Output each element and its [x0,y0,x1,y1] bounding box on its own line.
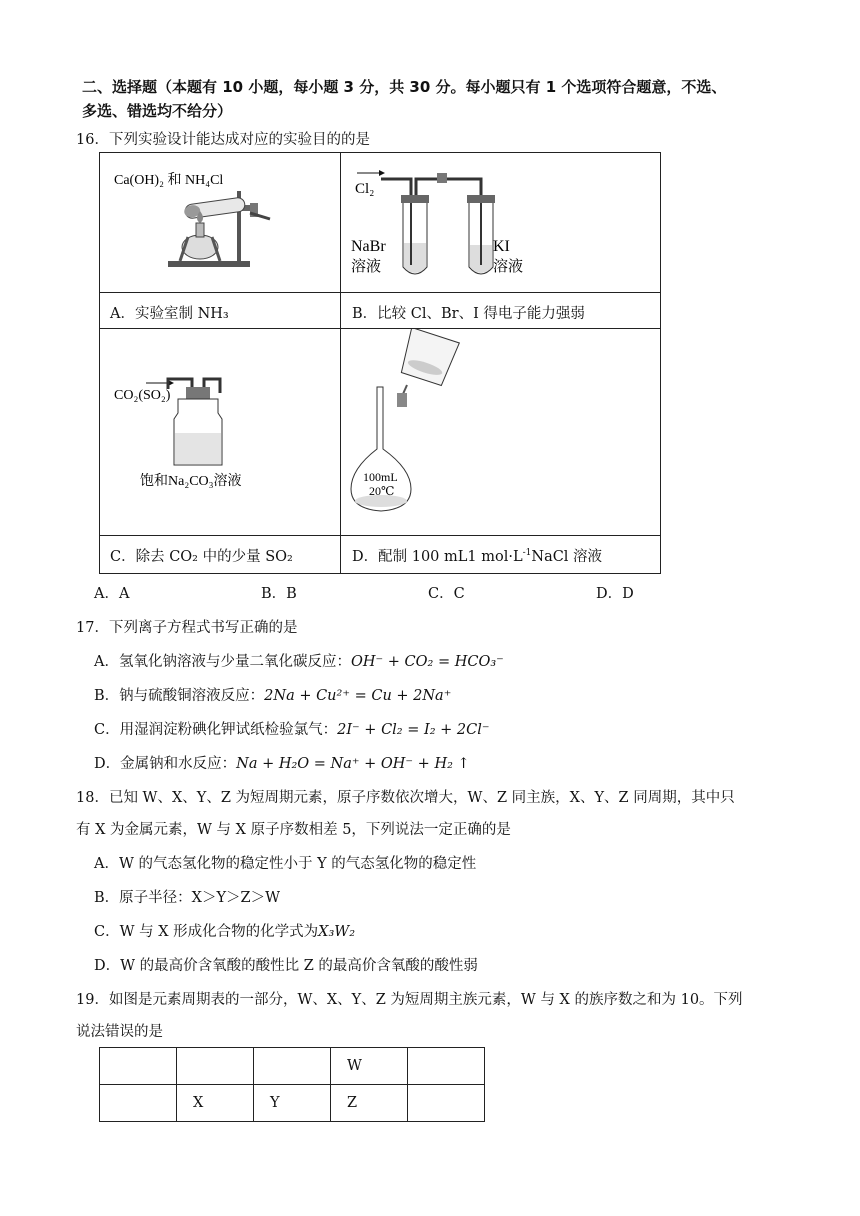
figure-b-left-label-1: NaBr [351,238,386,255]
figure-b-right-label-1: KI [493,238,510,255]
q18-option-c [94,920,355,941]
q17-option-c-text: C．用湿润淀粉碘化钾试纸检验氯气： [94,722,338,738]
q17-stem: 17．下列离子方程式书写正确的是 [76,620,298,636]
periodic-cell [100,1085,177,1122]
q18-option-b: B．原子半径：X＞Y＞Z＞W [94,890,281,906]
figure-c-solution-label: 饱和Na₂CO₃溶液 [140,474,242,489]
q17-option-a-equation: OH⁻ + CO₂ = HCO₃⁻ [350,654,504,670]
q16-caption-a: A．实验室制 NH₃ [110,306,229,322]
figure-d-apparatus [341,329,660,535]
q17-option-b [94,684,451,705]
figure-a-label: Ca(OH)₂ 和 NH₄Cl [114,173,224,188]
periodic-cell-z: Z [331,1085,408,1122]
q16-caption-c: C．除去 CO₂ 中的少量 SO₂ [110,549,293,565]
q17-option-c-equation: 2I⁻ + Cl₂ = I₂ + 2Cl⁻ [337,722,490,738]
q17-option-d-equation: Na + H₂O = Na⁺ + OH⁻ + H₂ ↑ [236,756,470,772]
grid-line [99,292,661,293]
figure-c-apparatus [100,329,340,535]
q16-caption-d [352,545,602,566]
figure-b-apparatus [341,153,660,292]
q18-stem-line1: 18．已知 W、X、Y、Z 为短周期元素，原子序数依次增大，W、Z 同主族，X、Y、Z 同周期，其中只 [76,790,735,806]
q17-option-c [94,718,490,739]
periodic-row-1 [100,1048,485,1085]
figure-b-right-label-2: 溶液 [493,259,524,275]
figure-b-gas-label: Cl₂ [355,181,375,197]
q16-option-d: D．D [596,586,634,602]
periodic-cell [254,1048,331,1085]
periodic-cell-x: X [177,1085,254,1122]
q18-option-c-formula: X₃W₂ [318,924,356,940]
periodic-row-2 [100,1085,485,1122]
section-title-line1: 二、选择题（本题有 10 小题，每小题 3 分，共 30 分。每小题只有 1 个选项符合题意，不选、 [82,78,727,96]
q18-option-a: A．W 的气态氢化物的稳定性小于 Y 的气态氢化物的稳定性 [94,856,477,872]
q18-stem-line2: 有 X 为金属元素，W 与 X 原子序数相差 5，下列说法一定正确的是 [76,822,511,838]
grid-line [660,152,661,574]
q16-caption-d-pre: D．配制 100 mL1 mol·L [352,549,523,565]
figure-c-gas-label: CO₂(SO₂) [114,388,171,403]
q17-option-b-equation: 2Na + Cu²⁺ = Cu + 2Na⁺ [264,688,452,704]
q17-option-d [94,752,470,773]
q17-option-d-text: D．金属钠和水反应： [94,756,237,772]
section-title-line2: 多选、错选均不给分） [82,102,233,120]
figure-d-flask-label-1: 100mL [363,470,398,484]
periodic-cell [177,1048,254,1085]
q19-stem-line1: 19．如图是元素周期表的一部分，W、X、Y、Z 为短周期主族元素，W 与 X 的族序数之和为 10。下列 [76,992,743,1008]
q16-caption-d-sup: -1 [522,548,532,559]
periodic-cell [408,1048,485,1085]
figure-a-apparatus [100,153,340,292]
periodic-table-fragment [99,1047,485,1122]
periodic-cell [408,1085,485,1122]
periodic-cell [100,1048,177,1085]
q16-option-a: A．A [94,586,130,602]
q17-option-a-text: A．氢氧化钠溶液与少量二氧化碳反应： [94,654,351,670]
grid-line [99,535,661,536]
q18-option-d: D．W 的最高价含氧酸的酸性比 Z 的最高价含氧酸的酸性弱 [94,958,478,974]
periodic-cell-y: Y [254,1085,331,1122]
q16-option-c: C．C [428,586,465,602]
q19-stem-line2: 说法错误的是 [76,1024,163,1040]
q17-option-a [94,650,504,671]
q16-caption-d-post: NaCl 溶液 [531,549,603,565]
figure-d-flask-label-2: 20℃ [369,484,395,498]
q16-stem: 16．下列实验设计能达成对应的实验目的的是 [76,132,370,148]
periodic-cell-w: W [331,1048,408,1085]
q18-option-c-text: C．W 与 X 形成化合物的化学式为 [94,924,319,940]
q17-option-b-text: B．钠与硫酸铜溶液反应： [94,688,265,704]
figure-b-left-label-2: 溶液 [351,259,382,275]
q16-caption-b: B．比较 Cl、Br、I 得电子能力强弱 [352,306,585,322]
grid-line [99,573,661,574]
q16-option-b: B．B [261,586,297,602]
